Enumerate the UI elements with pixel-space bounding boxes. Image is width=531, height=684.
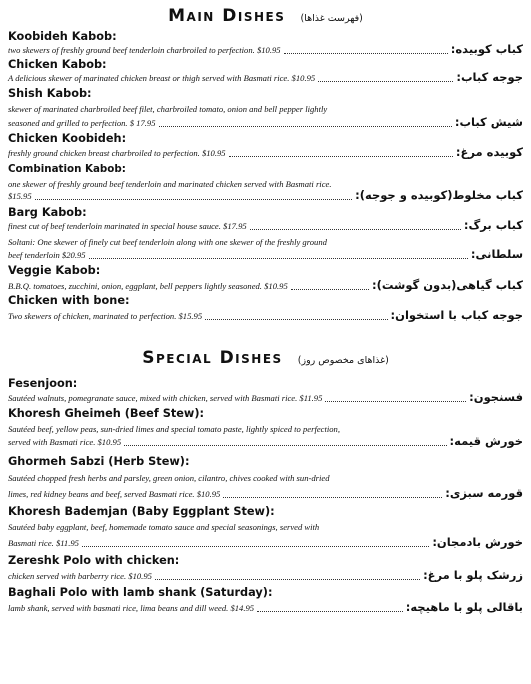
dish-line xyxy=(8,115,523,130)
dish-description: lamb shank, served with basmati rice, lima beans and dill weed. $14.95 xyxy=(8,603,255,613)
dish-description: B.B.Q. tomatoes, zucchini, onion, eggplant, bell peppers lightly seasoned. $10.95 xyxy=(8,281,288,291)
main-dishes-title-fa: (فهرست غذاها) xyxy=(300,13,363,24)
dish-description: Basmati rice. $11.95 xyxy=(8,538,79,548)
dish-line xyxy=(8,600,523,615)
dish-line xyxy=(8,145,523,160)
dish-name-fa: کباب گیاهی(بدون گوشت): xyxy=(372,278,523,292)
dot-leader xyxy=(318,80,453,82)
dish-name: Chicken Kabob: xyxy=(8,58,107,71)
dish-description: one skewer of freshly ground beef tenderloin and marinated chicken served with Basmati rice. xyxy=(8,179,332,189)
dish-description: served with Basmati rice. $10.95 xyxy=(8,437,122,447)
dish-name-fa: سلطانی: xyxy=(470,247,523,261)
dish-line xyxy=(8,42,523,57)
dish-name-fa: شیش کباب: xyxy=(454,115,523,129)
dish-name: Khoresh Gheimeh (Beef Stew): xyxy=(8,407,205,420)
dish-description: chicken served with barberry rice. $10.95 xyxy=(8,571,152,581)
dish-name: Chicken with bone: xyxy=(8,294,130,307)
dot-leader xyxy=(124,444,446,446)
dish-description: Sautéed chopped fresh herbs and parsley, green onion, cilantro, chives cooked with sun-dried xyxy=(8,473,330,483)
dot-leader xyxy=(229,155,453,157)
dot-leader xyxy=(257,610,403,612)
dot-leader xyxy=(35,198,352,200)
dish-description: two skewers of freshly ground beef tenderloin charbroiled to perfection. $10.95 xyxy=(8,45,281,55)
dish-name-fa: فسنجون: xyxy=(469,390,523,404)
dish-line xyxy=(8,486,523,501)
dish-name-fa: زرشک پلو با مرغ: xyxy=(423,568,523,582)
dish-description: Soltani: One skewer of finely cut beef tenderloin along with one skewer of the freshly ground xyxy=(8,237,327,247)
dish-description: seasoned and grilled to perfection. $ 17.95 xyxy=(8,118,156,128)
dish-description: Sautéed beef, yellow peas, sun-dried limes and special tomato paste, lightly spiced to perfection, xyxy=(8,424,340,434)
dish-description: finest cut of beef tenderloin marinated in special house sauce. $17.95 xyxy=(8,221,247,231)
dish-line xyxy=(8,390,523,405)
dish-description: limes, red kidney beans and beef, served Basmati rice. $10.95 xyxy=(8,489,221,499)
dot-leader xyxy=(155,578,420,580)
dish-line xyxy=(8,188,523,203)
dish-line xyxy=(8,247,523,262)
special-dishes-heading xyxy=(0,348,531,368)
dot-leader xyxy=(284,52,448,54)
main-dishes-title: Main Dishes xyxy=(168,6,286,26)
dish-name: Fesenjoon: xyxy=(8,377,78,390)
dish-name-fa: کباب برگ: xyxy=(463,218,523,232)
dot-leader xyxy=(159,125,452,127)
dish-name-fa: کوبیده مرغ: xyxy=(455,145,523,159)
dish-name-fa: قورمه سبزی: xyxy=(445,486,523,500)
dish-description: $15.95 xyxy=(8,191,32,201)
special-dishes-title-fa: (غذاهای مخصوص روز) xyxy=(297,355,389,366)
dish-line xyxy=(8,218,523,233)
dish-name-fa: خورش قیمه: xyxy=(449,434,523,448)
dish-description: Sautéed walnuts, pomegranate sauce, mixed with chicken, served with Basmati rice. $11.95 xyxy=(8,393,323,403)
dish-description: skewer of marinated charbroiled beef filet, charbroiled tomato, onion and bell pepper lightly xyxy=(8,104,328,114)
special-dishes-title: Special Dishes xyxy=(142,348,283,368)
dish-line xyxy=(8,568,523,583)
dish-name: Ghormeh Sabzi (Herb Stew): xyxy=(8,455,190,468)
dish-name: Chicken Koobideh: xyxy=(8,132,127,145)
dish-name-fa: کباب کوبیده: xyxy=(450,42,523,56)
dot-leader xyxy=(325,400,466,402)
dish-name-fa: جوجه کباب با استخوان: xyxy=(390,308,523,322)
dish-line xyxy=(8,278,523,293)
dish-name: Khoresh Bademjan (Baby Eggplant Stew): xyxy=(8,505,275,518)
dot-leader xyxy=(223,496,442,498)
dish-name: Combination Kabob: xyxy=(8,163,126,175)
dish-line xyxy=(8,308,523,323)
dot-leader xyxy=(291,288,369,290)
dish-description: A delicious skewer of marinated chicken breast or thigh served with Basmati rice. $10.95 xyxy=(8,73,316,83)
main-dishes-heading xyxy=(0,6,531,26)
dish-line xyxy=(8,70,523,85)
dish-name: Barg Kabob: xyxy=(8,206,87,219)
dish-line xyxy=(8,434,523,449)
dish-description: freshly ground chicken breast charbroiled to perfection. $10.95 xyxy=(8,148,226,158)
dot-leader xyxy=(82,545,429,547)
dish-description: Two skewers of chicken, marinated to perfection. $15.95 xyxy=(8,311,203,321)
dish-name-fa: کباب مخلوط(کوبیده و جوجه): xyxy=(355,188,523,202)
dish-name: Shish Kabob: xyxy=(8,87,92,100)
dish-line xyxy=(8,535,523,550)
dish-name: Veggie Kabob: xyxy=(8,264,101,277)
dot-leader xyxy=(250,228,461,230)
dish-name: Baghali Polo with lamb shank (Saturday): xyxy=(8,586,273,599)
dish-name: Zereshk Polo with chicken: xyxy=(8,554,180,567)
dish-name-fa: خورش بادمجان: xyxy=(432,535,523,549)
dish-description: beef tenderloin $20.95 xyxy=(8,250,86,260)
dot-leader xyxy=(205,318,387,320)
dish-name-fa: جوجه کباب: xyxy=(456,70,523,84)
dish-name-fa: باقالی پلو با ماهیچه: xyxy=(405,600,523,614)
dish-description: Sautéed baby eggplant, beef, homemade tomato sauce and special seasonings, served with xyxy=(8,522,320,532)
dish-name: Koobideh Kabob: xyxy=(8,30,117,43)
dot-leader xyxy=(89,257,468,259)
